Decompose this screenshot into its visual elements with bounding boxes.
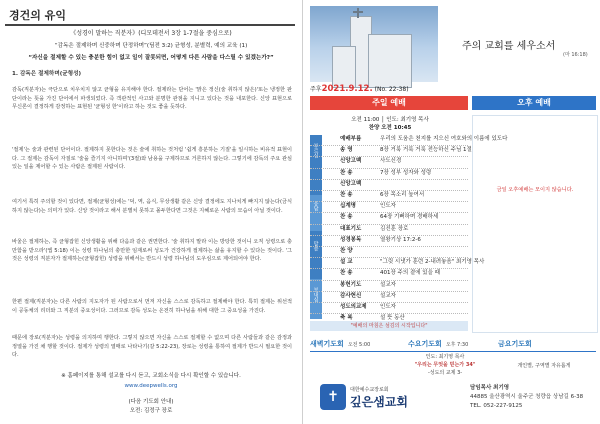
church-logo-icon: ✝ [320, 384, 346, 410]
section-label-word: 말씀 [310, 231, 322, 279]
section-label-response: 응답 [310, 195, 322, 231]
worship-order-detail: 6장 목소리 높여서 [380, 192, 425, 198]
page-title: 경건의 유익 [9, 9, 66, 22]
worship-order-item: 성경봉독 [340, 236, 362, 243]
closing-message: "예배의 마침은 섬김의 시작입니다" [310, 321, 468, 331]
quote-1: “감독은 절제하며 신중하며 단정하며”(딤전 3:2) 균형성, 분별력, 예의 교육 (1) [54, 43, 248, 49]
worship-order-item: 봉헌기도 [340, 281, 362, 288]
title-bar [5, 4, 295, 26]
worship-order-detail: "그릿 시냇가 훈련 2-내려놓음" 최기영 목사 [380, 259, 485, 266]
worship-order-detail: 설교자 [380, 292, 396, 299]
paragraph-1: 감독(직분자)는 극단으로 치우치지 않고 균형을 유지해야 한다. 절제라는 단어는 '맑은 정신(술 취하지 않은)'또는 냉정한 판단이라는 뜻을 가진 단어에서 파생되었다. 즉 객관적인 사고와 분명한 관점을 지니고 있다는 것을 내포한다. 신앙 표현으로 무신론이 결정하게 감정하는 표현된 '균형성 한'이라고 하는 것도 좋을 듯하다. [12, 87, 292, 111]
evening-service-box [472, 115, 598, 333]
worship-order-item: 찬 송 [340, 192, 353, 198]
paragraph-5: 한편 절제(직분자)는 다른 사람의 지도자가 된 사람으로서 먼저 자신을 스스로 감독하고 절제해야 한다. 특히 절제는 위선적이 공동체의 리더와 그 직분의 중요성이다. 그러므로 감독 성도는 온전히 하나님을 위해 대한 그 중요성을 가진다. [12, 299, 292, 314]
morning-info-time: 오전 11:00 │ 인도: 최기영 목사 [351, 117, 429, 123]
worship-order-item: 십계명 [340, 203, 356, 210]
slogan: 주의 교회를 세우소서 [462, 41, 556, 52]
worship-order-item: 예배부름 [340, 136, 362, 142]
paragraph-4: 바울은 절제하는, 즉 균형잡힌 신앙생활을 위해 다음과 같은 권면한다. '술 취하지 말라 이는 방탕한 것이니 오직 성령으로 충만함을 받으라'(엡 5:18) 이는 성령 하나님의 충만한 임재로써 성도가 건강하게 절제하는 삶을 유지할 수 있다는 것이다. '그것은 성령의 직분자가 절제하는(균형잡힌) 성령을 위해서는 반드시 성령 하나님의 도우심으로 제어되어야 한다. [12, 239, 292, 263]
worship-order-item: 성도의교제 [340, 304, 367, 310]
worship-order-detail: 김진훈 장로 [380, 225, 409, 232]
friday-details: 개인별, 구역별 자유롭게 [517, 363, 571, 369]
worship-order-item: 설 교 [340, 259, 353, 266]
church-photo [310, 6, 438, 82]
slogan-reference: (마 16:18) [563, 52, 588, 58]
worship-order-item: 신앙고백 [340, 158, 362, 165]
next-prayer-label: (다음 기도회 안내) [128, 399, 174, 405]
paragraph-6: 때문에 장로(직분자)는 성령을 의지하며 행한다. 그렇지 않으면 자신을 스스로 절제할 수 없으며 다른 사람들과 같은 감정과 정열을 가진 채 행할 것이다. 절제가 성령의 열매로 나타나기(갈 5:22-23), 장로는 성령을 통하여 절제가 반드시 필요한 것이다. [12, 335, 292, 359]
worship-order-item: 찬 송 [340, 169, 353, 176]
evening-note: 금일 오후예배는 모이지 않습니다. [496, 187, 574, 193]
church-name: 깊은샘교회 [350, 395, 408, 409]
website-link[interactable]: www.deepwells.org [124, 383, 178, 389]
wednesday-prayer-header: 수요기도회 오후 7:30 [408, 340, 469, 348]
church-contact: 담임목사 최기영 44885 울산광역시 울주군 청량읍 상남길 6-38 TEL. 052-227-9125 [470, 385, 584, 409]
worship-order-detail: 401장 주의 곁에 있을 때 [380, 270, 440, 277]
worship-order-item: 찬 양 [340, 248, 353, 254]
worship-order-detail: 7장 성부 성자와 성령 [380, 169, 432, 176]
book-title: 《성경이 말하는 직분자》(디모데전서 3장 1-7절을 중심으로) [70, 30, 232, 37]
worship-order-detail: 설교자 [380, 281, 396, 288]
bulletin-date: 주후2021.9.12. (No. 22-38) [310, 84, 409, 94]
evening-service-header: 오후 예배 [472, 96, 596, 110]
worship-order-item: 신앙고백 [340, 180, 362, 187]
worship-order-detail: 설 뜻 동산 [380, 315, 405, 322]
worship-order-detail: 인도자 [380, 304, 396, 310]
worship-order-item: 찬 송 [340, 270, 353, 277]
denomination: 대한예수교장로회 [350, 387, 389, 393]
worship-order-detail: 열왕기상 17:2-6 [380, 236, 421, 243]
worship-order-detail: 인도자 [380, 203, 396, 210]
paragraph-2: '절제'는 술과 관련된 단어이다. 절제하지 못한다는 것은 술에 취하는 것처럼 '쉽게 흥분하는 기질'을 일시하는 비유적 표현이다. 그 절제는 감독이 자질로 '술을 즐기지 아니하며'(3절)와 남용을 구제하므로 거론하지 않는다. 그렇기에 감독의 주요 관심 있는 일을 제어할 수 있는 사람은 절제된 사람이다. [12, 147, 292, 171]
dawn-prayer-header: 새벽기도회 오전 5:00 [310, 340, 371, 348]
section-heading: 1. 감독은 절제하며(균형성) [12, 71, 82, 77]
worship-order-detail: 64장 기뻐하며 경배하세 [380, 214, 439, 221]
wednesday-details: 인도: 최기영 목사 "우리는 무엇을 믿는가 34" -성도의 교제 3- [414, 354, 476, 376]
note: ※ 홈페이지를 통해 설교를 다시 듣고, 교회소식을 다시 확인할 수 있습니다. [61, 373, 241, 379]
friday-prayer-header: 금요기도회 [498, 340, 532, 348]
worship-order-item: 대표기도 [340, 225, 362, 232]
worship-order-detail: 8장 거룩 거룩 거룩 전능하신 주님 1절 [380, 147, 472, 154]
quote-2: “자신을 절제할 수 있는 충분한 힘이 없고 일이 잘못되면, 어떻게 다른 사람을 다스릴 수 있겠는가?” [28, 55, 274, 61]
worship-order-item: 감사헌신 [340, 292, 362, 299]
next-prayer-leader: 오전: 김정구 장로 [129, 408, 173, 414]
morning-info-praise: 찬양 오전 10:45 [368, 125, 412, 131]
paragraph-3: 여기서 특히 주의할 것이 있다면, 절제(균형성)에는 '덕, 역, 음식, 무상생활 같은 신앙 결정에도 지나치게 빠지지 않는다(금식하지 않는다)는 의미가 있다. 신앙 것이라고 해서 분별치 못하고 몰두한다면 그것은 지혜로운 사람의 모습이 아닐 것이다. [12, 199, 292, 214]
worship-order-detail: 사도신경 [380, 158, 402, 165]
morning-service-header: 주일 예배 [310, 96, 468, 110]
worship-order-item: 찬 송 [340, 214, 353, 221]
worship-order-item: 축 복 [340, 315, 353, 322]
worship-order-detail: 우리의 도움은 천지를 지으신 여호와의 이름에 있도다 [380, 136, 508, 142]
section-label-sending: 보내심 [310, 279, 322, 319]
worship-order-item: 송 영 [340, 147, 353, 154]
section-label-call: 부르심 [310, 135, 322, 195]
